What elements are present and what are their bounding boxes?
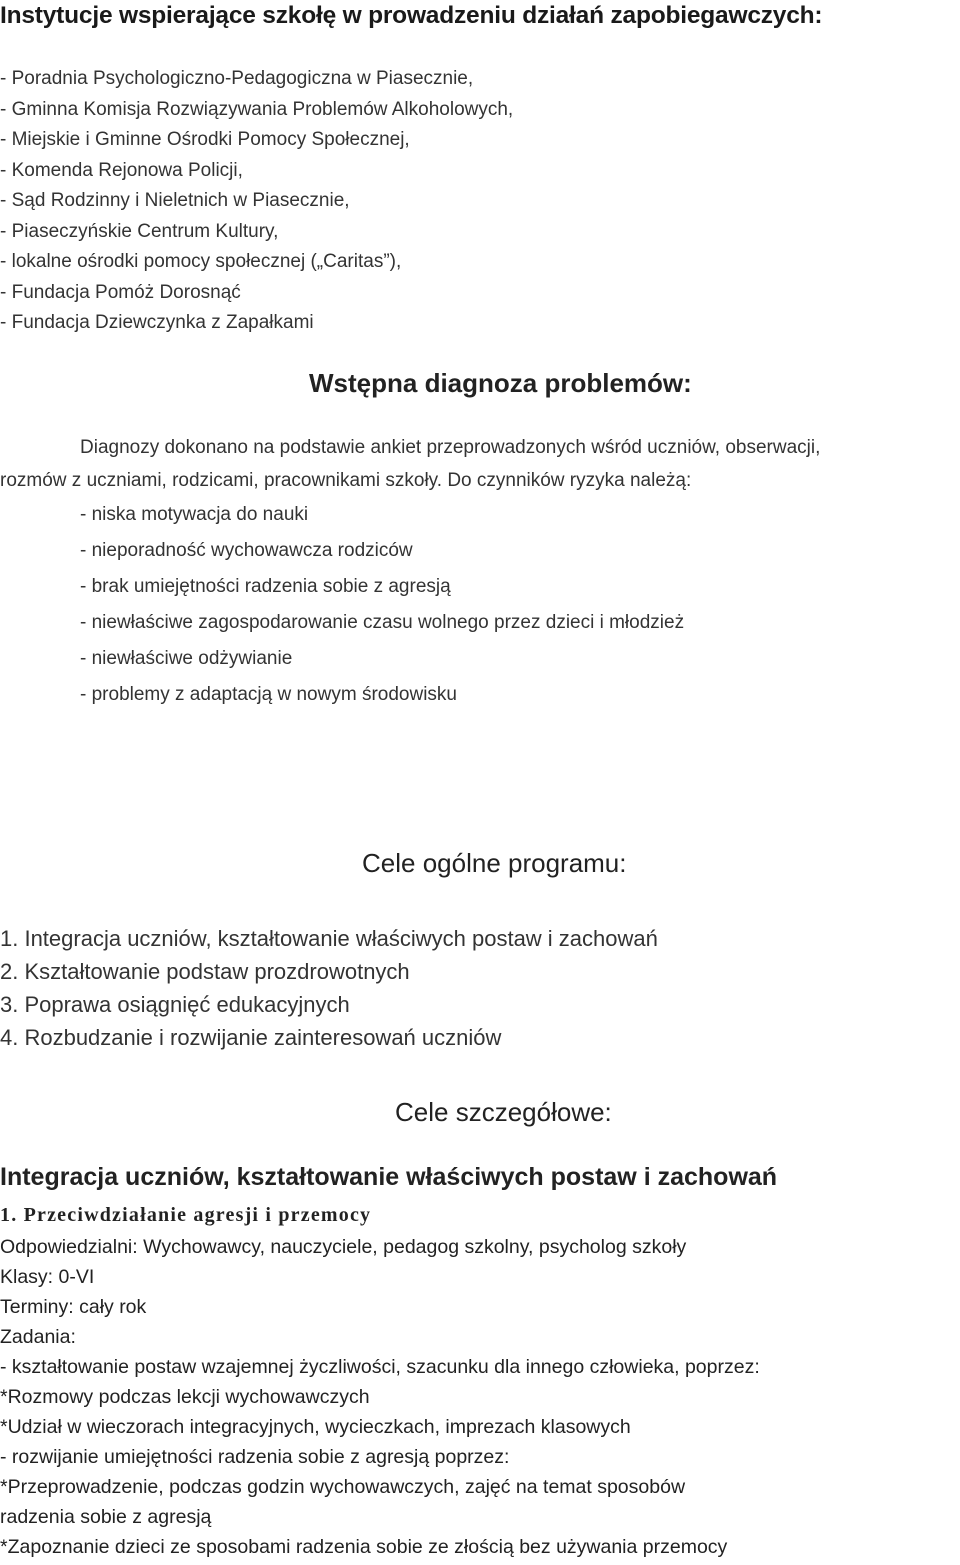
detail-line: Klasy: 0-VI: [0, 1266, 95, 1288]
list-item: 1. Integracja uczniów, kształtowanie właściwych postaw i zachowań: [0, 926, 658, 951]
list-item: - brak umiejętności radzenia sobie z agresją: [80, 576, 451, 597]
diagnosis-paragraph-line-1: Diagnozy dokonano na podstawie ankiet przeprowadzonych wśród uczniów, obserwacji,: [80, 437, 821, 458]
general-goals-heading: Cele ogólne programu:: [362, 848, 627, 878]
section-title: 1. Przeciwdziałanie agresji i przemocy: [0, 1204, 372, 1226]
detail-line: Terminy: cały rok: [0, 1296, 147, 1318]
list-item: - Piaseczyńskie Centrum Kultury,: [0, 220, 279, 242]
list-item: - Fundacja Pomóż Dorosnąć: [0, 281, 241, 303]
list-item: - Miejskie i Gminne Ośrodki Pomocy Społecznej,: [0, 129, 410, 150]
detail-line: *Udział w wieczorach integracyjnych, wycieczkach, imprezach klasowych: [0, 1416, 631, 1438]
diagnosis-paragraph-line-2: rozmów z uczniami, rodzicami, pracownikami szkoły. Do czynników ryzyka należą:: [0, 470, 692, 491]
institutions-heading: Instytucje wspierające szkołę w prowadzeniu działań zapobiegawczych:: [0, 2, 823, 29]
detail-line: radzenia sobie z agresją: [0, 1506, 212, 1528]
detail-line: *Rozmowy podczas lekcji wychowawczych: [0, 1386, 370, 1408]
list-item: - Sąd Rodzinny i Nieletnich w Piasecznie,: [0, 190, 350, 211]
list-item: - Poradnia Psychologiczno-Pedagogiczna w Piasecznie,: [0, 68, 474, 89]
list-item: - niewłaściwe zagospodarowanie czasu wolnego przez dzieci i młodzież: [80, 612, 685, 633]
specific-goals-subheading: Integracja uczniów, kształtowanie właściwych postaw i zachowań: [0, 1163, 778, 1191]
detail-line: - kształtowanie postaw wzajemnej życzliwości, szacunku dla innego człowieka, poprzez:: [0, 1356, 760, 1378]
list-item: - problemy z adaptacją w nowym środowisku: [80, 684, 457, 705]
list-item: - Gminna Komisja Rozwiązywania Problemów Alkoholowych,: [0, 98, 514, 120]
detail-line: - rozwijanie umiejętności radzenia sobie z agresją poprzez:: [0, 1446, 510, 1468]
list-item: - nieporadność wychowawcza rodziców: [80, 540, 413, 561]
list-item: 2. Kształtowanie podstaw prozdrowotnych: [0, 959, 410, 984]
list-item: - niska motywacja do nauki: [80, 504, 309, 525]
detail-line: Odpowiedzialni: Wychowawcy, nauczyciele, pedagog szkolny, psycholog szkoły: [0, 1236, 687, 1258]
diagnosis-heading: Wstępna diagnoza problemów:: [309, 368, 692, 398]
general-goals-list: [0, 922, 658, 1054]
institutions-list: [0, 64, 513, 339]
detail-line: Zadania:: [0, 1326, 76, 1348]
list-item: - Komenda Rejonowa Policji,: [0, 159, 243, 181]
detail-line: *Zapoznanie dzieci ze sposobami radzenia sobie ze złością bez używania przemocy: [0, 1536, 728, 1558]
risk-factors-list: [80, 497, 684, 713]
specific-goals-heading: Cele szczegółowe:: [395, 1097, 612, 1127]
list-item: - Fundacja Dziewczynka z Zapałkami: [0, 312, 314, 333]
detail-line: *Przeprowadzenie, podczas godzin wychowawczych, zajęć na temat sposobów: [0, 1476, 686, 1498]
list-item: 3. Poprawa osiągnięć edukacyjnych: [0, 992, 350, 1017]
list-item: 4. Rozbudzanie i rozwijanie zainteresowań uczniów: [0, 1025, 502, 1050]
list-item: - lokalne ośrodki pomocy społecznej („Caritas”),: [0, 251, 402, 272]
list-item: - niewłaściwe odżywianie: [80, 648, 293, 669]
section-details-list: [0, 1232, 760, 1562]
